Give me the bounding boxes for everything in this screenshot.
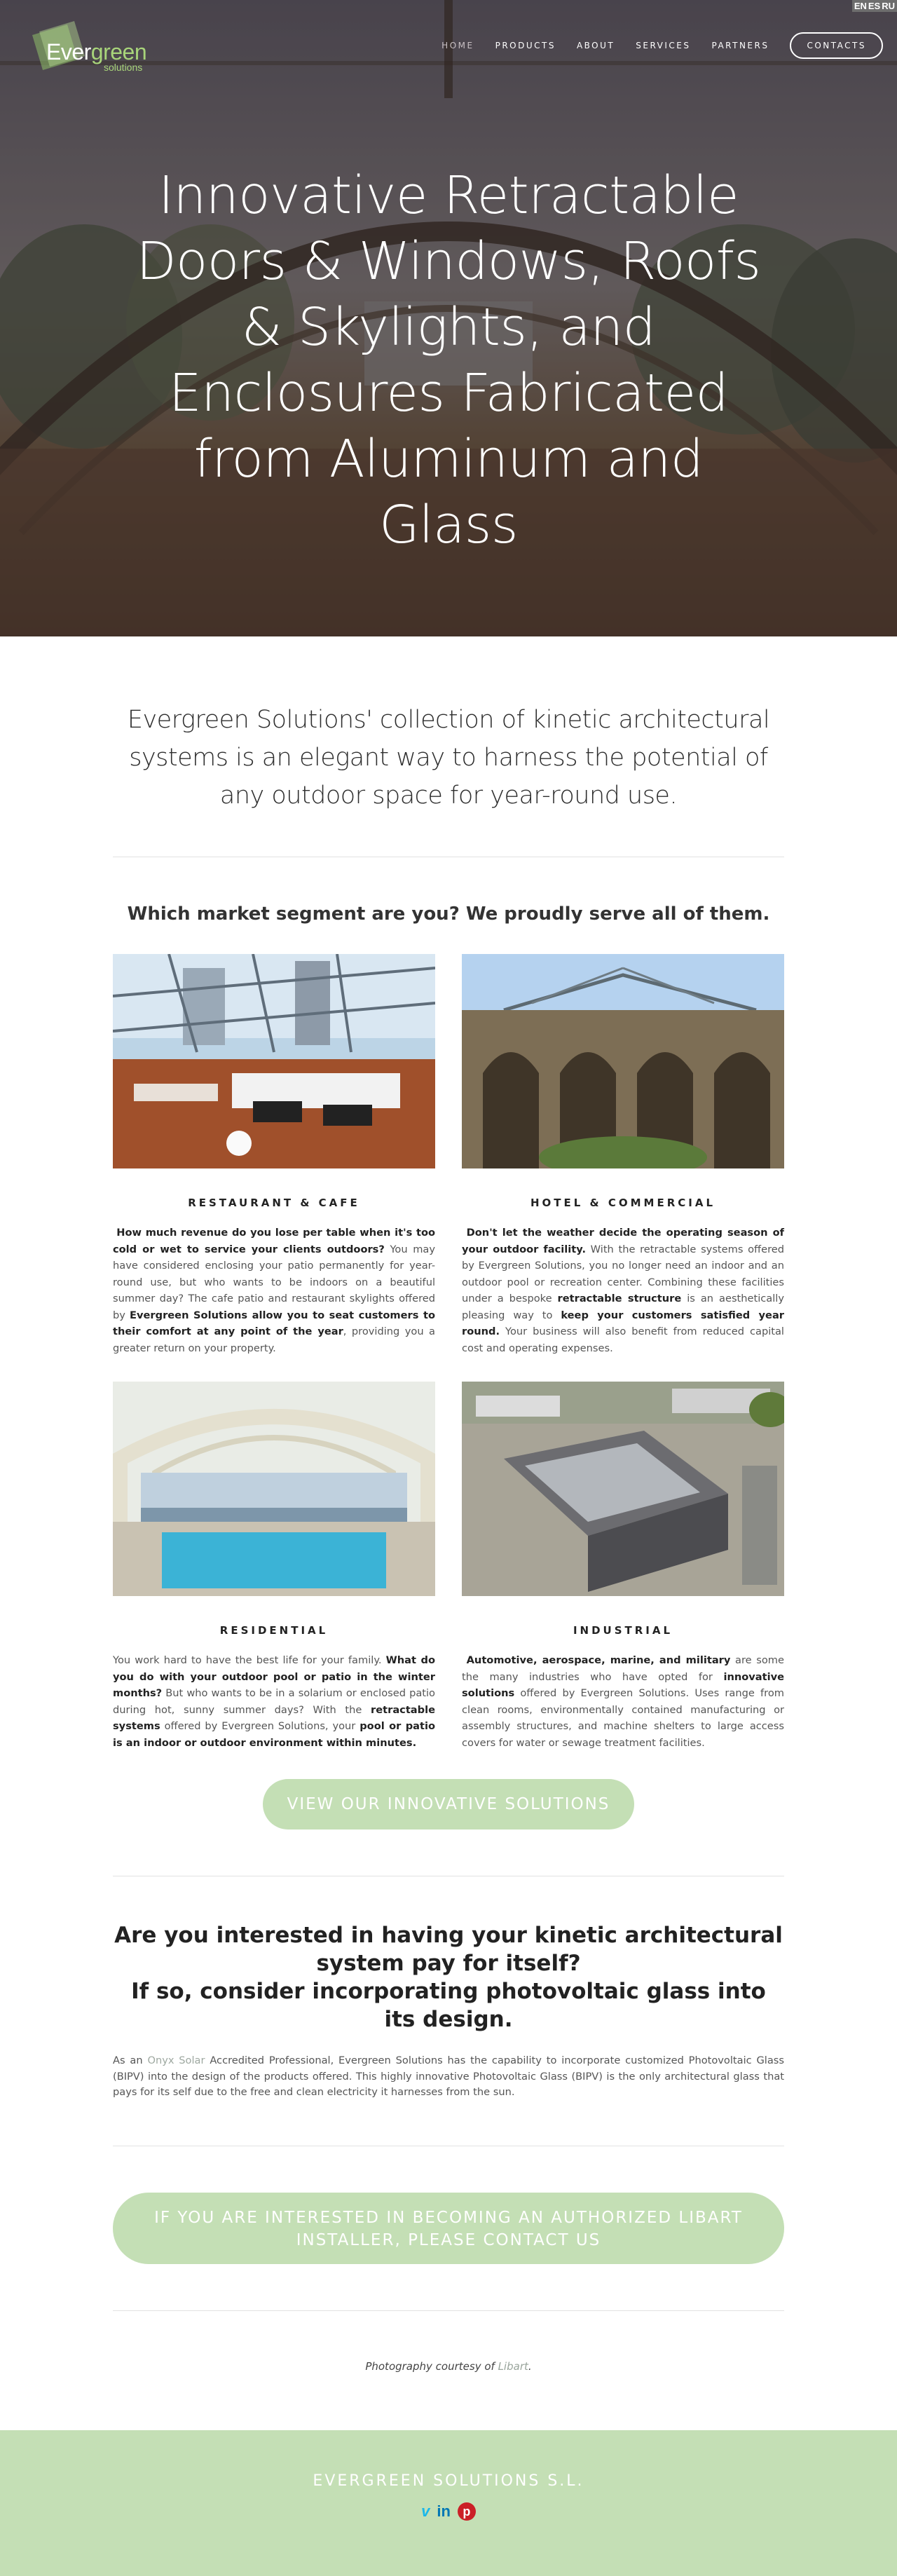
nav-services[interactable]: SERVICES	[636, 41, 691, 50]
segment-text-industrial: Automotive, aerospace, marine, and military are some the many industries who have opted for innovative solutions offered by Evergreen Solutions. Uses range from clean rooms, environmentally contained manufacturing or assembly structures, and machine shelters to large access covers for water or sewage treatment facilities.	[462, 1654, 784, 1749]
lang-en[interactable]: EN	[854, 1, 867, 11]
pinterest-icon[interactable]: p	[458, 2502, 476, 2521]
segment-text-restaurant: How much revenue do you lose per table when it's too cold or wet to service your clients outdoors? You may have considered enclosing your patio permanently for year-round use, but who wants to be indoors on a beautiful summer day? The cafe patio and restaurant skylights offered by Evergreen Solutions allow you to seat customers to their comfort at any point of the year, providing you a greater return on your property.	[113, 1227, 435, 1354]
nav-partners[interactable]: PARTNERS	[711, 41, 769, 50]
segment-card-industrial	[462, 1382, 784, 1751]
photovoltaic-heading: Are you interested in having your kinetic architectural system pay for itself? If so, consider incorporating photovoltaic glass into its design.	[114, 1923, 783, 2032]
nav-products[interactable]: PRODUCTS	[495, 41, 556, 50]
segment-title-residential: RESIDENTIAL	[219, 1624, 329, 1637]
industrial-image	[462, 1382, 784, 1596]
main-nav	[420, 32, 883, 59]
segment-question: Which market segment are you? We proudly serve all of them.	[127, 904, 770, 925]
vimeo-icon[interactable]: v	[421, 2502, 430, 2520]
hero-section	[0, 0, 897, 636]
cta-solutions-wrap	[113, 1779, 784, 1829]
nav-about[interactable]: ABOUT	[576, 41, 615, 50]
lang-ru[interactable]: RU	[882, 1, 895, 11]
logo[interactable]	[25, 21, 165, 77]
segment-text-hotel: Don't let the weather decide the operating season of your outdoor facility. With the retractable systems offered by Evergreen Solutions, you no longer need an indoor and an outdoor pool or recreation center. Combining these facilities under a bespoke retractable structure is an aesthetically pleasing way to keep your customers satisfied year round. Your business will also benefit from reduced capital cost and operating expenses.	[462, 1227, 785, 1354]
divider	[113, 2310, 784, 2311]
hero-title: Innovative Retractable Doors & Windows, Roofs & Skylights, and Enclosures Fabricated from Aluminum and Glass	[136, 165, 761, 555]
segment-title-hotel: HOTEL & COMMERCIAL	[530, 1197, 716, 1209]
restaurant-image	[113, 954, 435, 1168]
footer	[0, 2430, 897, 2576]
segment-card-hotel	[462, 954, 784, 1356]
language-switcher	[852, 0, 897, 12]
footer-company-name: EVERGREEN SOLUTIONS S.L.	[313, 2472, 584, 2490]
segment-text-residential: You work hard to have the best life for your family. What do you do with your outdoor pool or patio in the winter months? But who wants to be in a solarium or enclosed patio during hot, sunny summer days? With the retractable systems offered by Evergreen Solutions, your pool or patio is an indoor or outdoor environment within minutes.	[113, 1654, 435, 1749]
photovoltaic-text: As an Onyx Solar Accredited Professional, Evergreen Solutions has the capability to incorporate customized Photovoltaic Glass (BIPV) into the design of the products offered. This highly innovative Photovoltaic Glass (BIPV) is the only architectural glass that pays for its self due to the free and clean electricity it harnesses from the sun.	[113, 2054, 784, 2098]
lang-es[interactable]: ES	[868, 1, 881, 11]
segment-card-restaurant	[113, 954, 435, 1356]
view-solutions-button[interactable]: VIEW OUR INNOVATIVE SOLUTIONS	[263, 1779, 634, 1829]
segment-title-industrial: INDUSTRIAL	[573, 1624, 673, 1637]
segment-card-residential	[113, 1382, 435, 1751]
residential-image	[113, 1382, 435, 1596]
main-content	[113, 701, 784, 2373]
nav-home[interactable]: HOME	[441, 41, 474, 50]
photo-credit: Photography courtesy of Libart.	[365, 2359, 532, 2373]
intro-text: Evergreen Solutions' collection of kinetic architectural systems is an elegant way to harness the potential of any outdoor space for year-round use.	[127, 706, 770, 810]
linkedin-icon[interactable]: in	[437, 2502, 451, 2520]
segment-grid	[113, 954, 784, 1751]
nav-contacts-button[interactable]: CONTACTS	[790, 32, 883, 59]
logo-subtitle: solutions	[104, 62, 143, 73]
logo-wordmark: Evergreen	[46, 39, 147, 64]
hotel-image	[462, 954, 784, 1168]
segment-title-restaurant: RESTAURANT & CAFE	[188, 1197, 360, 1209]
social-links	[0, 2502, 897, 2521]
libart-link[interactable]: Libart	[498, 2359, 528, 2373]
installer-contact-button[interactable]: IF YOU ARE INTERESTED IN BECOMING AN AUTHORIZED LIBART INSTALLER, PLEASE CONTACT US	[113, 2193, 784, 2264]
onyx-solar-link[interactable]: Onyx Solar	[147, 2054, 205, 2066]
